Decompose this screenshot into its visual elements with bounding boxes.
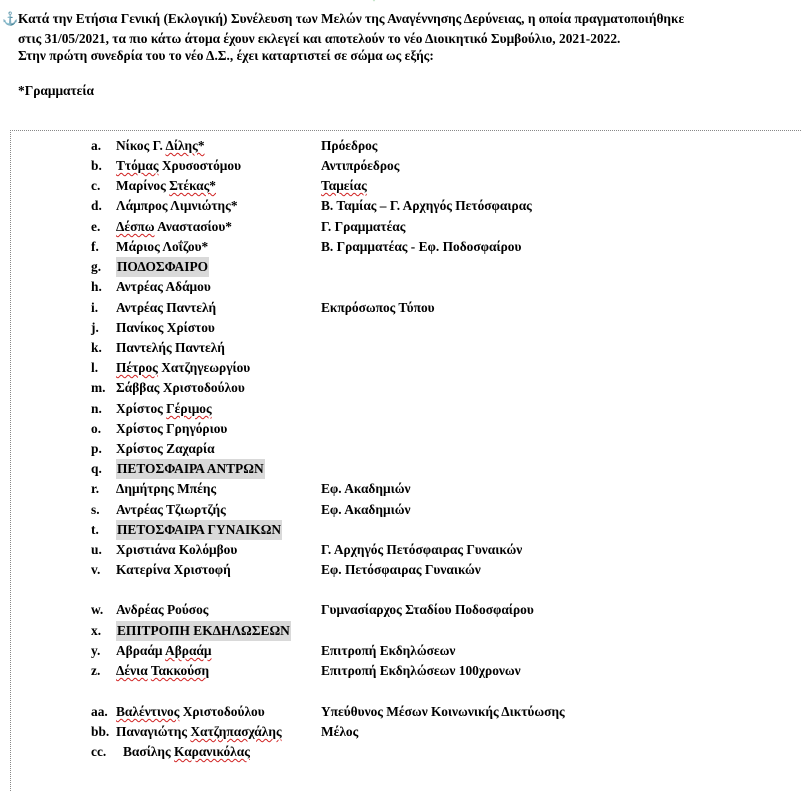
list-marker: cc. (91, 744, 107, 759)
member-role: Πρόεδρος (321, 138, 378, 153)
list-marker: c. (91, 178, 101, 193)
list-marker: m. (91, 380, 106, 395)
section-heading: ΠΟΔΟΣΦΑΙΡΟ (116, 257, 209, 277)
member-name: Αντρέας Τζιωρτζής (116, 502, 226, 517)
list-marker: aa. (91, 704, 108, 719)
member-name: Μάριος Λοΐζου* (116, 239, 209, 254)
member-name: Δέσπω Αναστασίου* (116, 219, 232, 234)
member-role: Μέλος (321, 724, 359, 739)
member-name: Βαλέντινος Χριστοδούλου (116, 704, 265, 719)
member-role: Γυμνασίαρχος Σταδίου Ποδοσφαίρου (321, 602, 534, 617)
member-role: Αντιπρόεδρος (321, 158, 400, 173)
list-marker: g. (91, 259, 102, 274)
list-marker: p. (91, 441, 102, 456)
member-name: Αντρέας Αδάμου (116, 279, 211, 294)
member-name: Παναγιώτης Χατζηπασχάλης (116, 724, 282, 739)
member-role: Γ. Γραμματέας (321, 219, 406, 234)
list-marker: d. (91, 198, 102, 213)
member-name: Αβραάμ Αβραάμ (116, 643, 212, 658)
intro-line-2: στις 31/05/2021, τα πιο κάτω άτομα έχουν εκλεγεί και αποτελούν το νέο Διοικητικό Συμβούλιο, 2021-2022. (18, 31, 621, 46)
member-role: Ταμείας (321, 178, 367, 193)
list-marker: n. (91, 401, 102, 416)
member-role: Εφ. Ακαδημιών (321, 481, 411, 496)
section-heading: ΠΕΤΟΣΦΑΙΡΑ ΓΥΝΑΙΚΩΝ (116, 520, 282, 540)
list-marker: a. (91, 138, 102, 153)
list-marker: s. (91, 502, 100, 517)
intro-line-3: Στην πρώτη συνεδρία του το νέο Δ.Σ., έχει καταρτιστεί σε σώμα ως εξής: (18, 48, 434, 63)
member-role: Γ. Αρχηγός Πετόσφαιρας Γυναικών (321, 542, 523, 557)
list-marker: f. (91, 239, 99, 254)
anchor-icon: ⚓ (2, 11, 19, 26)
list-marker: u. (91, 542, 102, 557)
secretariat-note: *Γραμματεία (18, 83, 95, 98)
member-name: Χρίστος Ζαχαρία (116, 441, 215, 456)
member-name: Δένια Τακκούση (116, 663, 210, 678)
section-heading: ΠΕΤΟΣΦΑΙΡΑ ΑΝΤΡΩΝ (116, 459, 265, 479)
list-marker: o. (91, 421, 102, 436)
member-name: Χριστιάνα Κολόμβου (116, 542, 238, 557)
list-marker: bb. (91, 724, 110, 739)
member-name: Χρίστος Γρηγόριου (116, 421, 228, 436)
logo-fragment (338, 0, 398, 4)
list-marker: r. (91, 481, 100, 496)
member-name: Μαρίνος Στέκας* (116, 178, 216, 193)
list-marker: i. (91, 300, 99, 315)
member-name: Σάββας Χριστοδούλου (116, 380, 245, 395)
member-name: Κατερίνα Χριστοφή (116, 562, 231, 577)
member-role: Επιτροπή Εκδηλώσεων (321, 643, 456, 658)
member-name: Χρίστος Γέριμος (116, 401, 212, 416)
list-marker: l. (91, 360, 99, 375)
list-marker: z. (91, 663, 101, 678)
member-name: Λάμπρος Λιμνιώτης* (116, 198, 238, 213)
member-role: Επιτροπή Εκδηλώσεων 100χρονων (321, 663, 521, 678)
list-marker: b. (91, 158, 102, 173)
member-name: Αντρέας Παντελή (116, 300, 217, 315)
member-role: Εφ. Ακαδημιών (321, 502, 411, 517)
list-marker: q. (91, 461, 102, 476)
member-name: Ττόμας Χρυσοστόμου (116, 158, 242, 173)
member-name: Πέτρος Χατζηγεωργίου (116, 360, 251, 375)
list-marker: v. (91, 562, 101, 577)
member-name: Δημήτρης Μπέης (116, 481, 217, 496)
member-name: Παντελής Παντελή (116, 340, 225, 355)
list-marker: h. (91, 279, 102, 294)
member-name: Ανδρέας Ρούσος (116, 602, 209, 617)
member-role: Εφ. Πετόσφαιρας Γυναικών (321, 562, 481, 577)
list-marker: x. (91, 623, 102, 638)
list-marker: e. (91, 219, 101, 234)
list-marker: k. (91, 340, 102, 355)
list-marker: y. (91, 643, 101, 658)
member-role: Εκπρόσωπος Τύπου (321, 300, 435, 315)
member-name: Νίκος Γ. Δίλης* (116, 138, 205, 153)
list-marker: j. (91, 320, 99, 335)
member-role: Β. Γραμματέας - Εφ. Ποδοσφαίρου (321, 239, 522, 254)
member-name: Βασίλης Καρανικόλας (123, 744, 250, 759)
member-role: Υπεύθυνος Μέσων Κοινωνικής Δικτύωσης (321, 704, 565, 719)
intro-line-1: Κατά την Ετήσια Γενική (Εκλογική) Συνέλευση των Μελών της Αναγέννησης Δερύνειας, η οποία πραγματοποιήθηκε (18, 11, 685, 26)
list-marker: w. (91, 602, 104, 617)
section-heading: ΕΠΙΤΡΟΠΗ ΕΚΔΗΛΩΣΕΩΝ (116, 621, 291, 641)
member-role: Β. Ταμίας – Γ. Αρχηγός Πετόσφαιρας (321, 198, 532, 213)
list-marker: t. (91, 522, 99, 537)
member-name: Πανίκος Χρίστου (116, 320, 215, 335)
